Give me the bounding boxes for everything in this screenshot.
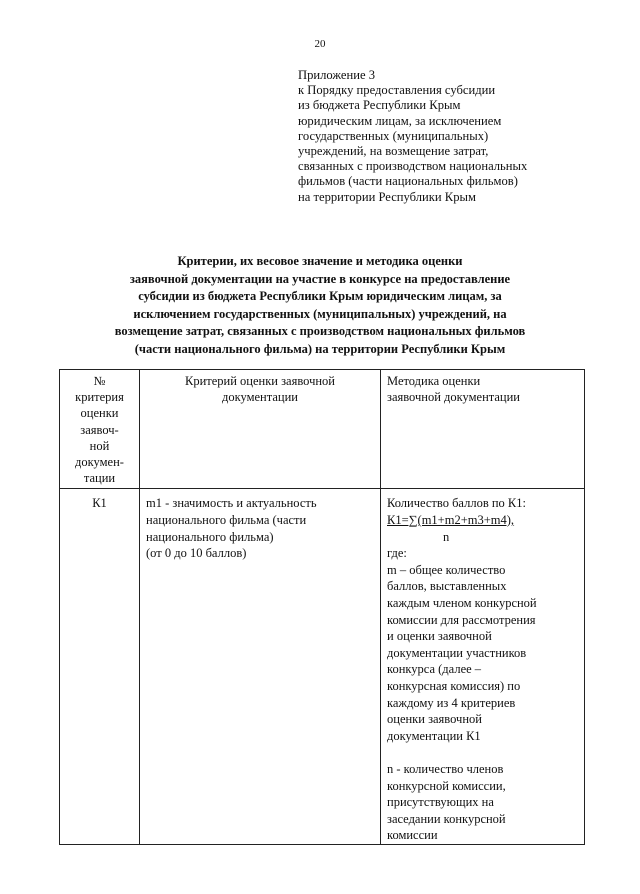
appendix-line: государственных (муниципальных)	[298, 128, 489, 143]
n-description: комиссии	[387, 828, 438, 843]
appendix-line: юридическим лицам, за исключением	[298, 113, 502, 128]
formula-denominator: n	[443, 529, 450, 544]
header-text: №	[93, 374, 106, 388]
title-line: возмещение затрат, связанных с производством национальных фильмов	[114, 324, 526, 339]
header-text: критерия	[75, 390, 124, 405]
criterion-number-cell	[60, 489, 140, 844]
appendix-line: учреждений, на возмещение затрат,	[298, 144, 489, 159]
table-header-row	[60, 370, 585, 489]
n-description: присутствующих на	[387, 795, 494, 810]
title-line: заявочной документации на участие в конкурсе на предоставление	[129, 271, 511, 286]
header-text: докумен-	[75, 455, 124, 470]
m-description: документации участников	[387, 645, 527, 660]
appendix-line: из бюджета Республики Крым	[298, 98, 461, 113]
title-line: (части национального фильма) на территории Республики Крым	[134, 341, 506, 356]
header-criterion-number	[60, 370, 140, 489]
m-description: конкурса (далее –	[387, 662, 482, 677]
m-description: конкурсная комиссия) по	[387, 678, 521, 693]
criterion-text: национального фильма)	[146, 529, 274, 544]
criterion-text: (от 0 до 10 баллов)	[146, 546, 247, 561]
header-method	[381, 370, 585, 489]
n-description: n - количество членов	[387, 761, 504, 776]
m-description: оценки заявочной	[387, 712, 482, 727]
criteria-table	[59, 369, 585, 845]
page-number: 20	[314, 38, 326, 50]
appendix-line: связанных с производством национальных	[298, 159, 528, 174]
header-text: Критерий оценки заявочной	[185, 374, 335, 388]
method-intro: Количество баллов по К1:	[387, 496, 526, 511]
header-text: заявочной документации	[387, 390, 520, 405]
title-line: исключением государственных (муниципальных) учреждений, на	[133, 306, 507, 321]
m-description: каждым членом конкурсной	[387, 595, 537, 610]
header-text: тации	[83, 471, 116, 486]
header-text: Методика оценки	[387, 374, 481, 388]
where-label: где:	[387, 546, 407, 561]
appendix-line: на территории Республики Крым	[298, 189, 476, 204]
title-line: субсидии из бюджета Республики Крым юридическим лицам, за	[138, 289, 502, 304]
m-description: баллов, выставленных	[387, 579, 507, 594]
appendix-line: к Порядку предоставления субсидии	[298, 83, 496, 98]
n-description: конкурсной комиссии,	[387, 778, 506, 793]
criterion-number: К1	[92, 496, 107, 511]
m-description: комиссии для рассмотрения	[387, 612, 536, 627]
appendix-header	[298, 68, 598, 205]
formula-numerator: К1=∑(m1+m2+m3+m4),	[387, 513, 515, 528]
appendix-line: фильмов (части национальных фильмов)	[298, 174, 518, 189]
criterion-cell	[140, 489, 381, 844]
title-line: Критерии, их весовое значение и методика оценки	[177, 254, 463, 268]
m-description: m – общее количество	[387, 562, 506, 577]
method-cell	[381, 489, 585, 844]
n-description: заседании конкурсной	[387, 811, 506, 826]
header-criterion	[140, 370, 381, 489]
table-row	[60, 489, 585, 844]
blank-line	[387, 744, 578, 761]
criterion-text: национального фильма (части	[146, 513, 307, 528]
document-title	[60, 253, 580, 359]
appendix-line: Приложение 3	[298, 68, 376, 82]
header-text: оценки	[80, 406, 119, 421]
header-text: заявоч-	[80, 422, 119, 437]
header-text: ной	[89, 438, 110, 453]
m-description: и оценки заявочной	[387, 629, 492, 644]
m-description: каждому из 4 критериев	[387, 695, 516, 710]
header-text: документации	[222, 390, 298, 405]
criterion-text: m1 - значимость и актуальность	[146, 496, 317, 511]
m-description: документации К1	[387, 728, 481, 743]
